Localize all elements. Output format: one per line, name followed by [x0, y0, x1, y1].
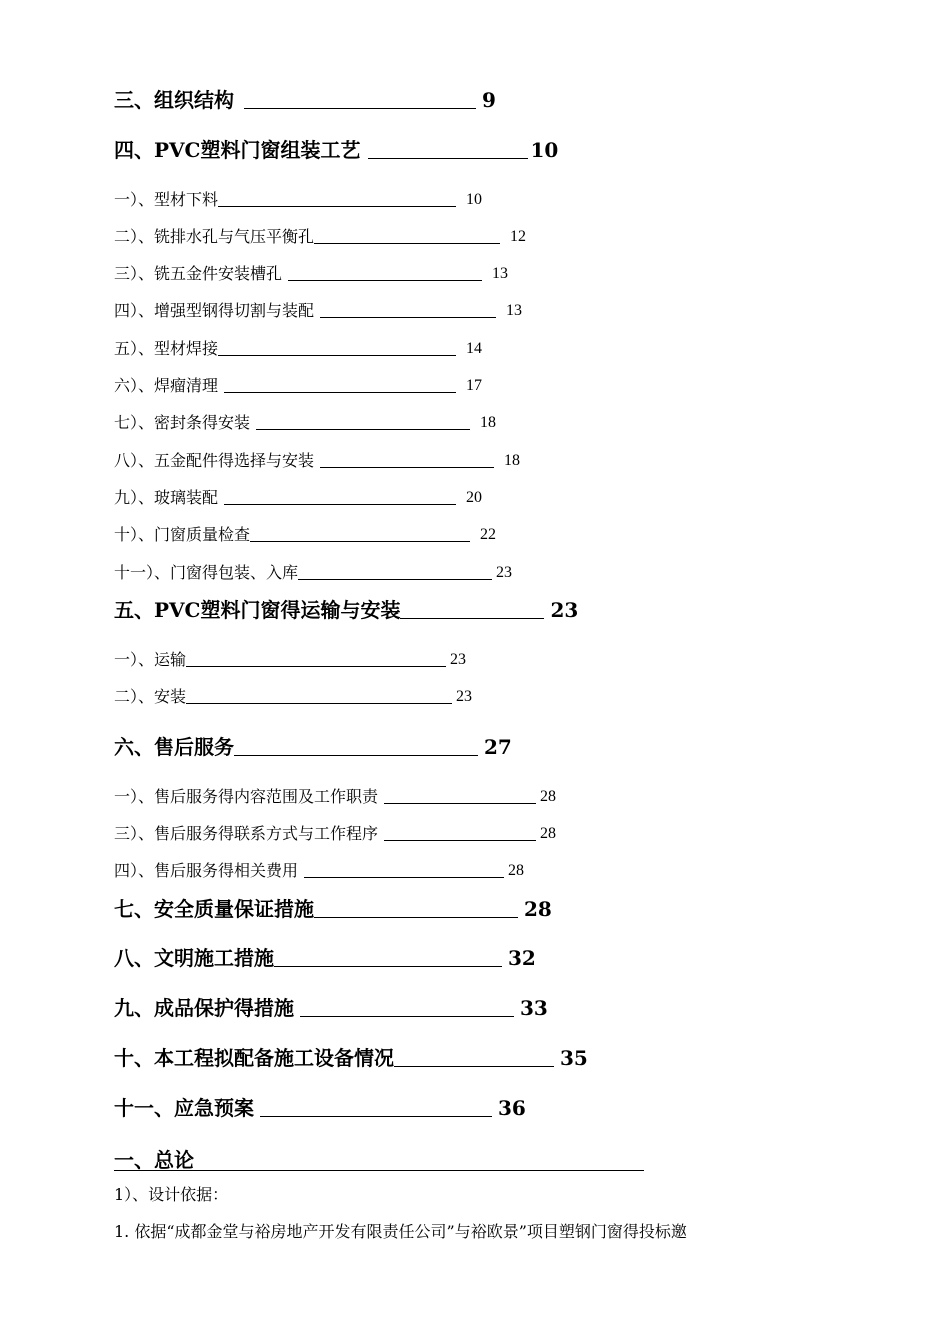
toc-page-number: 14 [466, 340, 483, 357]
toc-entry-title: 一）、型材下料 [114, 190, 219, 209]
toc-entry-title: 十一）、门窗得包装、入库 [114, 563, 299, 582]
toc-leader [394, 1065, 554, 1067]
toc-leader [320, 316, 496, 318]
toc-leader [218, 354, 456, 356]
toc-entry[interactable] [114, 897, 552, 921]
toc-entry-title: 十、本工程拟配备施工设备情况 [114, 1046, 394, 1070]
toc-entry-title: 七、安全质量保证措施 [114, 897, 314, 921]
toc-entry-title: 一）、运输 [114, 650, 187, 669]
toc-entry[interactable] [114, 824, 556, 844]
toc-leader [314, 916, 518, 918]
toc-entry[interactable] [114, 946, 536, 970]
toc-leader [256, 428, 470, 430]
toc-page-number: 23 [496, 564, 513, 581]
toc-page-number: 27 [484, 735, 512, 759]
toc-entry[interactable] [114, 650, 466, 670]
toc-entry-title: 八、文明施工措施 [114, 946, 274, 970]
toc-entry[interactable] [114, 787, 556, 807]
toc-page-number: 36 [498, 1096, 526, 1120]
toc-page-number: 28 [540, 825, 557, 842]
toc-leader [400, 617, 544, 619]
toc-entry[interactable] [114, 339, 482, 359]
toc-entry-title: 二）、安装 [114, 687, 187, 706]
toc-page-number: 23 [456, 688, 473, 705]
toc-page-number: 13 [492, 265, 509, 282]
toc-leader [314, 242, 500, 244]
toc-entry[interactable] [114, 687, 472, 707]
toc-entry-title: 九）、玻璃装配 [114, 488, 219, 507]
toc-entry[interactable] [114, 1096, 526, 1120]
toc-page-number: 12 [510, 228, 527, 245]
toc-leader [234, 754, 478, 756]
section-subheading: 1）、设计依据： [114, 1185, 229, 1204]
toc-entry-title: 三、组织结构 [114, 88, 234, 112]
toc-entry[interactable] [114, 598, 578, 622]
toc-leader [304, 876, 504, 878]
toc-entry-title: 三）、铣五金件安装槽孔 [114, 264, 283, 283]
toc-entry[interactable] [114, 88, 496, 112]
toc-page-number: 33 [520, 996, 548, 1020]
toc-entry-title: 七）、密封条得安装 [114, 413, 251, 432]
toc-entry[interactable] [114, 488, 482, 508]
toc-entry-title: 十）、门窗质量检查 [114, 525, 251, 544]
toc-entry[interactable] [114, 525, 496, 545]
toc-page-number: 23 [550, 598, 579, 622]
toc-entry[interactable] [114, 413, 496, 433]
toc-entry[interactable] [114, 376, 482, 396]
toc-entry[interactable] [114, 735, 512, 759]
toc-leader [384, 802, 536, 804]
toc-leader [186, 702, 452, 704]
body-paragraph: 1. 依据“成都金堂与裕房地产开发有限责任公司”与裕欧景”项目塑钢门窗得投标邀 [114, 1222, 687, 1241]
toc-page-number: 28 [540, 788, 557, 805]
toc-page-number: 22 [480, 526, 497, 543]
toc-page-number: 13 [506, 302, 523, 319]
section-heading: 一、总论 [114, 1148, 194, 1172]
toc-page-number: 32 [508, 946, 536, 970]
section-heading-rule [114, 1170, 644, 1171]
toc-page-number: 20 [466, 489, 483, 506]
toc-entry-title: 四）、增强型钢得切割与装配 [114, 301, 315, 320]
toc-page-number: 18 [480, 414, 497, 431]
toc-leader [320, 466, 494, 468]
toc-leader [218, 205, 456, 207]
toc-entry[interactable] [114, 1046, 588, 1070]
toc-entry-title: 二）、铣排水孔与气压平衡孔 [114, 227, 315, 246]
toc-page-number: 35 [560, 1046, 588, 1070]
toc-leader [384, 839, 536, 841]
toc-entry[interactable] [114, 996, 548, 1020]
toc-entry[interactable] [114, 451, 520, 471]
toc-entry-title: 五）、型材焊接 [114, 339, 219, 358]
toc-entry[interactable] [114, 563, 512, 583]
toc-entry-title: 三）、售后服务得联系方式与工作程序 [114, 824, 379, 843]
toc-entry-title: 五、PVC塑料门窗得运输与安装 [114, 598, 401, 622]
toc-leader [288, 279, 482, 281]
toc-entry-title: 八）、五金配件得选择与安装 [114, 451, 315, 470]
toc-leader [298, 578, 492, 580]
toc-leader [300, 1015, 514, 1017]
toc-page-number: 18 [504, 452, 521, 469]
toc-page-number: 9 [482, 88, 496, 112]
toc-leader [244, 107, 476, 109]
toc-leader [274, 965, 502, 967]
toc-entry[interactable] [114, 264, 508, 284]
toc-leader [186, 665, 446, 667]
toc-entry-title: 九、成品保护得措施 [114, 996, 294, 1020]
toc-entry-title: 六）、焊瘤清理 [114, 376, 219, 395]
toc-page-number: 28 [508, 862, 525, 879]
toc-page-number: 28 [524, 897, 552, 921]
toc-page-number: 10 [466, 191, 483, 208]
toc-leader [250, 540, 470, 542]
toc-entry[interactable] [114, 301, 522, 321]
toc-leader [368, 157, 528, 159]
toc-entry[interactable] [114, 227, 526, 247]
toc-page-number: 23 [450, 651, 467, 668]
toc-page-number: 10 [530, 138, 559, 162]
toc-entry-title: 四、PVC塑料门窗组装工艺 [114, 138, 361, 162]
toc-entry-title: 一）、售后服务得内容范围及工作职责 [114, 787, 379, 806]
toc-entry[interactable] [114, 190, 482, 210]
toc-leader [260, 1115, 492, 1117]
toc-entry-title: 四）、售后服务得相关费用 [114, 861, 299, 880]
toc-entry-title: 十一、应急预案 [114, 1096, 254, 1120]
toc-entry[interactable] [114, 138, 558, 162]
toc-entry[interactable] [114, 861, 524, 881]
toc-entry-title: 六、售后服务 [114, 735, 234, 759]
toc-leader [224, 503, 456, 505]
toc-leader [224, 391, 456, 393]
toc-page-number: 17 [466, 377, 483, 394]
